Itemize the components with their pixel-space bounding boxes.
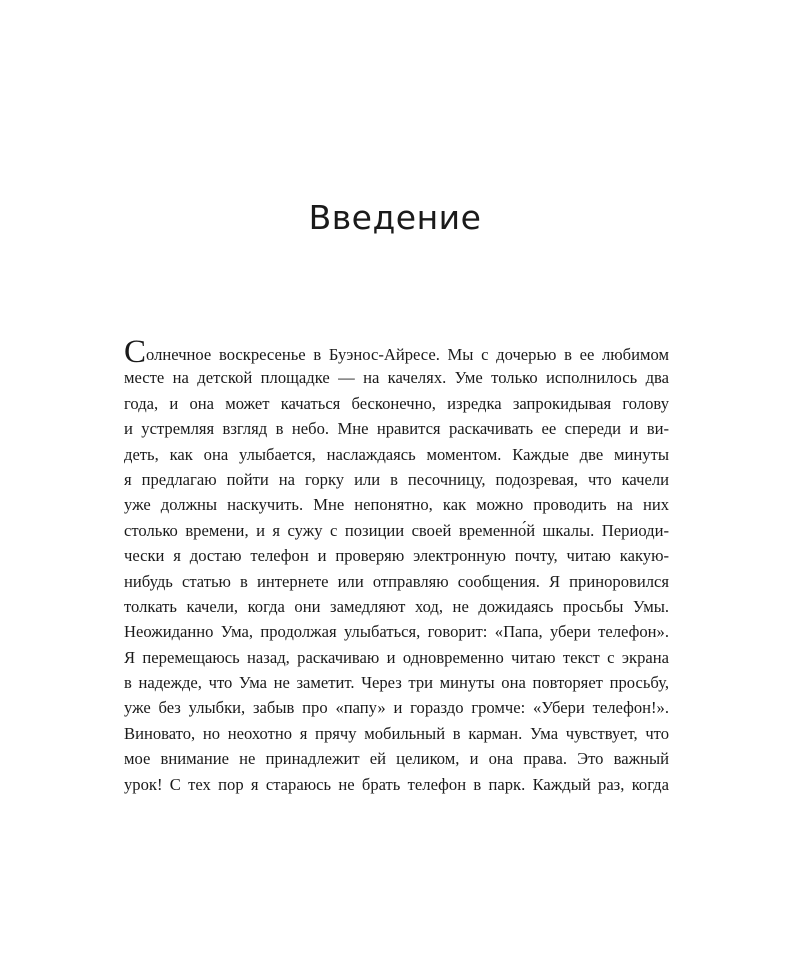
paragraph-line: месте на детской площадке — на качелях. Уме только исполнилось два	[124, 368, 669, 388]
paragraph-line: Виновато, но неохотно я прячу мобильный в карман. Ума чувствует, что	[124, 723, 669, 743]
paragraph-line: Неожиданно Ума, продолжая улыбаться, говорит: «Папа, убери телефон».	[124, 622, 669, 642]
chapter-title: Введение	[308, 198, 482, 237]
paragraph-line: года, и она может качаться бесконечно, изредка запрокидывая голову	[124, 393, 669, 413]
paragraph-line: и устремляя взгляд в небо. Мне нравится раскачивать ее спереди и ви-	[124, 419, 669, 439]
paragraph-line	[124, 334, 669, 370]
paragraph-line: деть, как она улыбается, наслаждаясь моментом. Каждые две минуты	[124, 444, 669, 464]
paragraph-line: мое внимание не принадлежит ей целиком, и она права. Это важный	[124, 749, 669, 769]
paragraph-line: Я перемещаюсь назад, раскачиваю и одновременно читаю текст с экрана	[124, 647, 669, 667]
body-paragraph	[124, 334, 669, 797]
paragraph-line: в надежде, что Ума не заметит. Через три минуты она повторяет просьбу,	[124, 673, 669, 693]
paragraph-line: толкать качели, когда они замедляют ход, не дожидаясь просьбы Умы.	[124, 596, 669, 616]
paragraph-line: уже без улыбки, забыв про «папу» и гораздо громче: «Убери телефон!».	[124, 698, 669, 718]
first-line-text: олнечное воскресенье в Буэнос-Айресе. Мы с дочерью в ее любимом	[146, 345, 669, 364]
paragraph-line: чески я достаю телефон и проверяю электронную почту, читаю какую-	[124, 546, 669, 566]
paragraph-line: урок! С тех пор я стараюсь не брать телефон в парк. Каждый раз, когда	[124, 774, 669, 794]
paragraph-line: столько времени, и я сужу с позиции своей временно́й шкалы. Периоди-	[124, 520, 669, 540]
paragraph-line: нибудь статью в интернете или отправляю сообщения. Я приноровился	[124, 571, 669, 591]
paragraph-line: я предлагаю пойти на горку или в песочницу, подозревая, что качели	[124, 469, 669, 489]
paragraph-line: уже должны наскучить. Мне непонятно, как можно проводить на них	[124, 495, 669, 515]
drop-cap: С	[124, 334, 147, 370]
